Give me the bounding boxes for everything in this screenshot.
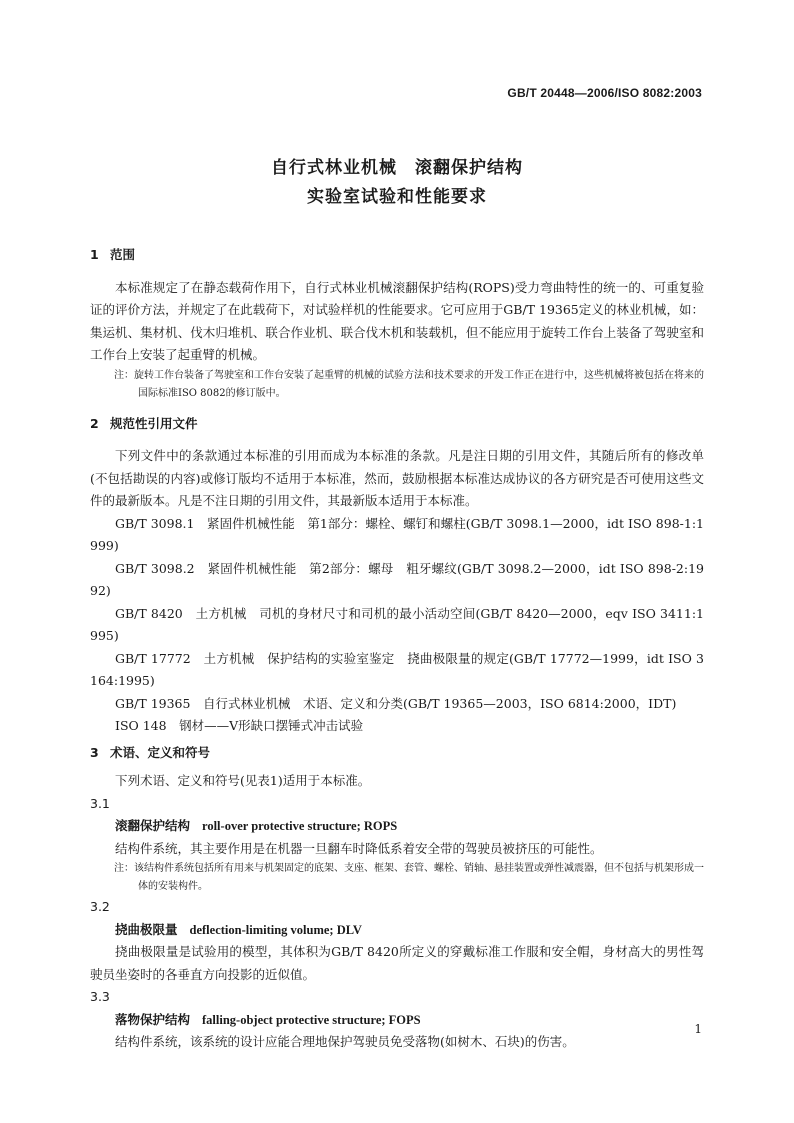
document-title-line2: 实验室试验和性能要求 — [307, 187, 487, 207]
term-zh: 落物保护结构 — [115, 1011, 191, 1027]
reference-item: ISO 148 钢材——V形缺口摆锤式冲击试验 — [115, 718, 364, 733]
term-en: deflection-limiting volume; DLV — [189, 922, 362, 937]
references-paragraph: 下列文件中的条款通过本标准的引用而成为本标准的条款。凡是注日期的引用文件，其随后所有的修改单(不包括勘误的内容)或修订版均不适用于本标准，然而，鼓励根据本标准达成协议的各方研究是否可使用这些文件的最新版本。凡是不注日期的引用文件，其最新版本适用于本标准。 — [90, 448, 704, 508]
section-number: 1 — [90, 247, 99, 262]
section-1-heading — [90, 244, 704, 267]
reference-item: GB/T 8420 土方机械 司机的身材尺寸和司机的最小活动空间(GB/T 8420—2000，eqv ISO 3411:1995) — [90, 605, 704, 643]
term-definition: 结构件系统，该系统的设计应能合理地保护驾驶员免受落物(如树木、石块)的伤害。 — [115, 1034, 575, 1049]
term-heading — [90, 815, 704, 838]
reference-item: GB/T 3098.1 紧固件机械性能 第1部分：螺栓、螺钉和螺柱(GB/T 3098.1—2000，idt ISO 898-1:1999) — [90, 515, 704, 553]
section-number: 3 — [90, 744, 99, 760]
standard-code: GB/T 20448—2006/ISO 8082:2003 — [507, 86, 702, 100]
document-body — [90, 244, 704, 1054]
subsection-number: 3.2 — [90, 899, 110, 914]
section-number: 2 — [90, 415, 99, 431]
term-heading — [90, 919, 704, 942]
term-zh: 滚翻保护结构 — [115, 818, 191, 833]
section-3-heading — [90, 742, 704, 765]
term-definition: 结构件系统，其主要作用是在机器一旦翻车时降低系着安全带的驾驶员被挤压的可能性。 — [115, 840, 603, 856]
section-title: 范围 — [110, 247, 136, 262]
section-title: 规范性引用文件 — [110, 415, 198, 431]
term-en: roll-over protective structure; ROPS — [202, 819, 398, 833]
reference-item: GB/T 19365 自行式林业机械 术语、定义和分类(GB/T 19365—2003，ISO 6814:2000，IDT) — [115, 695, 677, 711]
reference-item: GB/T 3098.2 紧固件机械性能 第2部分：螺母 粗牙螺纹(GB/T 3098.2—2000，idt ISO 898-2:1992) — [90, 560, 704, 598]
term-zh: 挠曲极限量 — [115, 921, 178, 937]
term-heading — [90, 1009, 704, 1032]
subsection-number: 3.1 — [90, 795, 110, 811]
reference-item: GB/T 17772 土方机械 保护结构的实验室鉴定 挠曲极限量的规定(GB/T 17772—1999，idt ISO 3164:1995) — [90, 650, 704, 688]
section-title: 术语、定义和符号 — [110, 744, 211, 760]
subsection-number: 3.3 — [90, 989, 110, 1004]
term-definition: 挠曲极限量是试验用的模型，其体积为GB/T 8420所定义的穿戴标准工作服和安全帽，身材高大的男性驾驶员坐姿时的各垂直方向投影的近似值。 — [90, 944, 704, 982]
terms-intro-paragraph: 下列术语、定义和符号(见表1)适用于本标准。 — [115, 773, 371, 788]
scope-note: 注：旋转工作台装备了驾驶室和工作台安装了起重臂的机械的试验方法和技术要求的开发工作正在进行中，这些机械将被包括在将来的国际标准ISO 8082的修订版中。 — [114, 369, 704, 399]
term-note: 注：该结构件系统包括所有用来与机架固定的底架、支座、框架、套管、螺栓、销轴、悬挂装置或弹性减震器，但不包括与机架形成一体的安装构件。 — [114, 863, 704, 892]
section-2-heading — [90, 413, 704, 436]
term-en: falling-object protective structure; FOPS — [202, 1012, 421, 1027]
document-title-line1: 自行式林业机械 滚翻保护结构 — [271, 158, 523, 178]
scope-paragraph: 本标准规定了在静态载荷作用下，自行式林业机械滚翻保护结构(ROPS)受力弯曲特性的统一的、可重复验证的评价方法，并规定了在此载荷下，对试验样机的性能要求。它可应用于GB/T 19365定义的林业机械，如：集运机、集材机、伐木归堆机、联合作业机、联合伐木机和装载机，但不能应用于旋转工作台上装备了驾驶室和工作台上安装了起重臂的机械。 — [90, 279, 704, 362]
page-number: 1 — [694, 1022, 702, 1036]
